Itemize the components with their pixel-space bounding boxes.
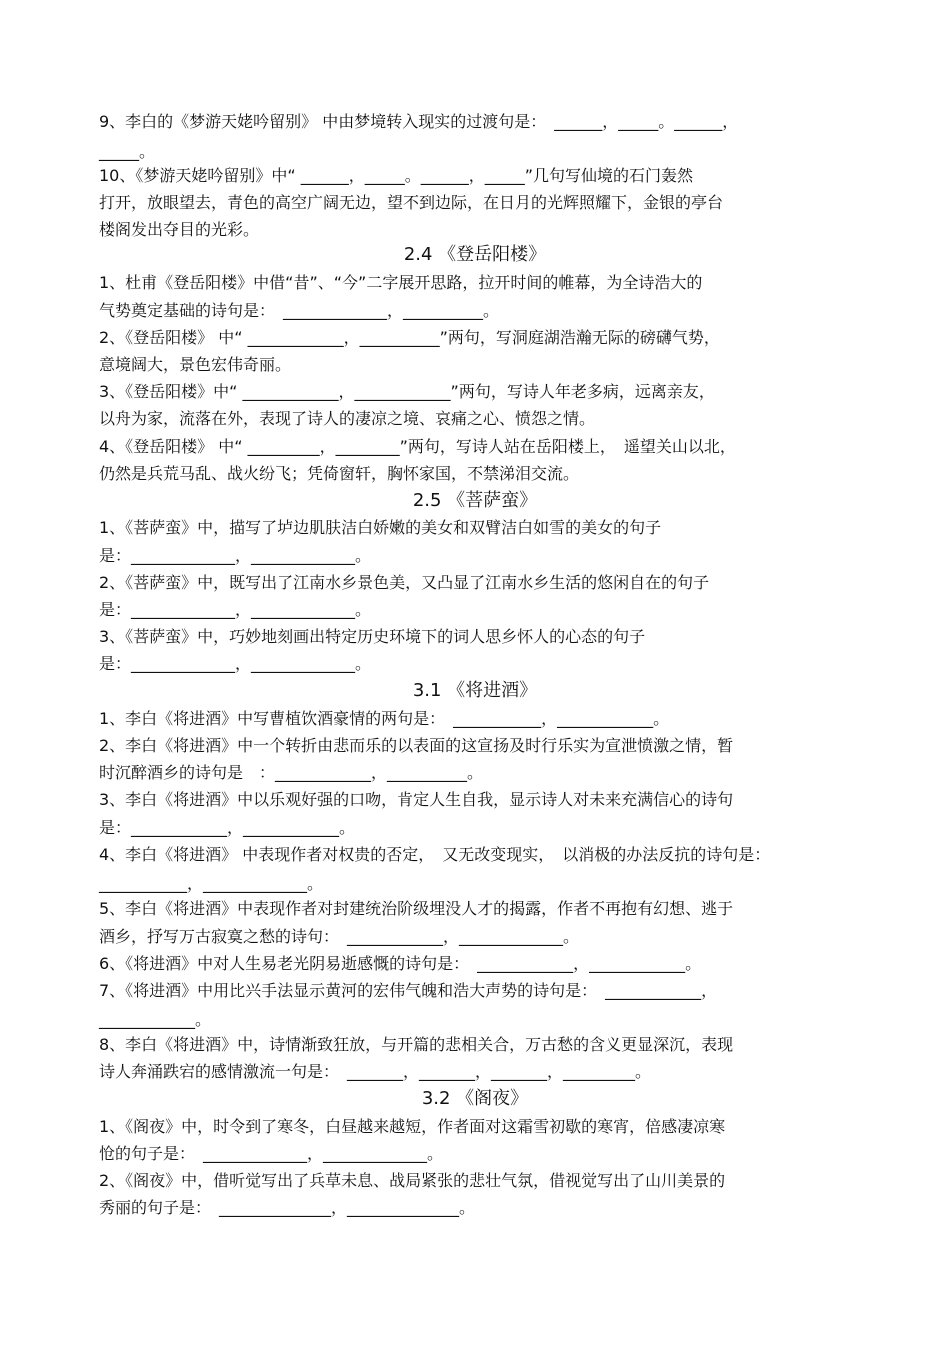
text-line: 10、《梦游天姥吟留别》中“ ______，_____。______，_____”几句写仙境的石门轰然 (99, 166, 694, 185)
text-line: 1、《菩萨蛮》中，描写了垆边肌肤洁白娇嫩的美女和双臂洁白如雪的美女的句子 (99, 518, 662, 537)
text-line: 仍然是兵荒马乱、战火纷飞；凭倚窗轩，胸怀家国，不禁涕泪交流。 (99, 464, 580, 483)
text-line: 7、《将进酒》中用比兴手法显示黄河的宏伟气魄和浩大声势的诗句是： ____________， (99, 981, 718, 1000)
text-line: 意境阔大，景色宏伟奇丽。 (99, 355, 292, 374)
text-line: 2、李白《将进酒》中一个转折由悲而乐的以表面的这宣扬及时行乐实为宣泄愤激之情，暂 (99, 736, 734, 755)
text-line: 2、《登岳阳楼》 中“ ____________，__________”两句，写洞庭湖浩瀚无际的磅礴气势， (99, 328, 720, 347)
text-line: 2、《阁夜》中，借听觉写出了兵草未息、战局紧张的悲壮气氛，借视觉写出了山川美景的 (99, 1171, 726, 1190)
text-line: 是：_____________，_____________。 (99, 546, 372, 565)
text-line: 气势奠定基础的诗句是： _____________，__________。 (99, 301, 500, 320)
text-line: 1、李白《将进酒》中写曹植饮酒豪情的两句是： ___________，____________。 (99, 709, 670, 728)
text-line: 秀丽的句子是： ______________，______________。 (99, 1198, 476, 1217)
text-line: 诗人奔涌跌宕的感情激流一句是： _______，_______，_______，_________。 (99, 1062, 652, 1081)
text-line: 是：_____________，_____________。 (99, 600, 372, 619)
text-line: 4、李白《将进酒》 中表现作者对权贵的否定， 又无改变现实， 以消极的办法反抗的诗句是： (99, 845, 771, 864)
text-line: ___________，_____________。 (99, 874, 324, 893)
text-line: 8、李白《将进酒》中，诗情渐致狂放，与开篇的悲相关合，万古愁的含义更显深沉，表现 (99, 1035, 734, 1054)
text-line: 3、李白《将进酒》中以乐观好强的口吻，肯定人生自我，显示诗人对未来充满信心的诗句 (99, 790, 734, 809)
text-line: 6、《将进酒》中对人生易老光阴易逝感慨的诗句是： ____________，____________。 (99, 954, 702, 973)
section-title: 2.4 《登岳阳楼》 (403, 244, 547, 265)
text-line: 是：_____________，_____________。 (99, 654, 372, 673)
text-line: 楼阁发出夺目的光彩。 (99, 220, 260, 239)
text-line: ____________。 (99, 1010, 212, 1029)
text-line: 1、杜甫《登岳阳楼》中借“昔”、“今”二字展开思路，拉开时间的帷幕，为全诗浩大的 (99, 273, 703, 292)
text-line: 时沉醉酒乡的诗句是 ：____________，__________。 (99, 763, 484, 782)
text-line: 5、李白《将进酒》中表现作者对封建统治阶级埋没人才的揭露，作者不再抱有幻想、逃于 (99, 899, 734, 918)
text-line: 怆的句子是： _____________，_____________。 (99, 1144, 444, 1163)
section-title: 3.2 《阁夜》 (421, 1088, 529, 1109)
text-line: 打开，放眼望去，青色的高空广阔无边，望不到边际，在日月的光辉照耀下，金银的亭台 (99, 193, 724, 212)
text-line: 酒乡，抒写万古寂寞之愁的诗句： ____________，_____________。 (99, 927, 580, 946)
text-line: 3、《登岳阳楼》中“ ____________，____________”两句，写诗人年老多病，远离亲友， (99, 382, 715, 401)
text-line: 1、《阁夜》中，时令到了寒冬，白昼越来越短，作者面对这霜雪初歇的寒宵，倍感凄凉寒 (99, 1117, 726, 1136)
text-line: 3、《菩萨蛮》中，巧妙地刻画出特定历史环境下的词人思乡怀人的心态的句子 (99, 627, 646, 646)
text-line: 2、《菩萨蛮》中，既写出了江南水乡景色美，又凸显了江南水乡生活的悠闲自在的句子 (99, 573, 710, 592)
section-title: 3.1 《将进酒》 (412, 680, 538, 701)
text-line: 是：____________，____________。 (99, 818, 356, 837)
section-title: 2.5 《菩萨蛮》 (412, 490, 538, 511)
text-line: _____。 (99, 142, 156, 161)
text-line: 4、《登岳阳楼》 中“ _________，________”两句，写诗人站在岳阳楼上， 遥望关山以北， (99, 437, 736, 456)
text-line: 9、李白的《梦游天姥吟留别》 中由梦境转入现实的过渡句是： ______，_____。______， (99, 112, 739, 131)
text-line: 以舟为家，流落在外，表现了诗人的凄凉之境、哀痛之心、愤怨之情。 (99, 409, 596, 428)
